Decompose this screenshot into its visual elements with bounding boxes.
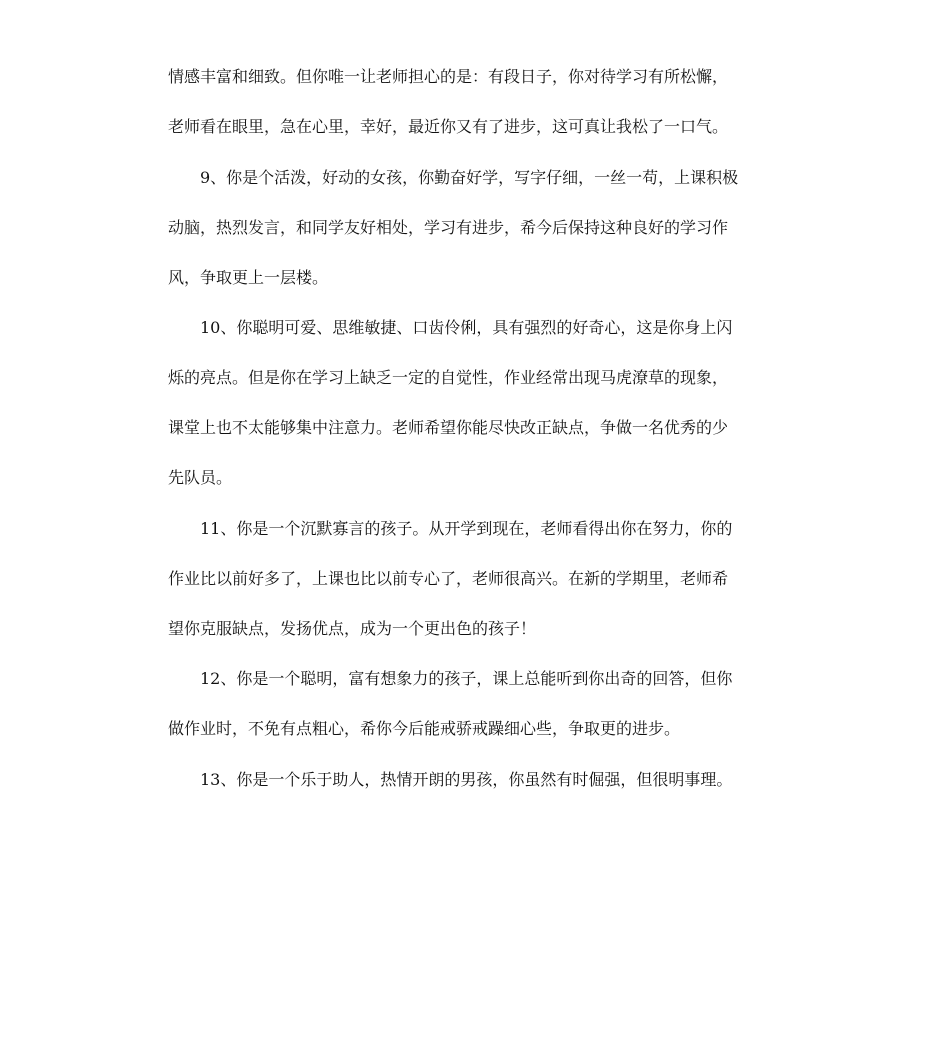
text-line: 望你克服缺点，发扬优点，成为一个更出色的孩子！ <box>168 619 537 638</box>
paragraph-9-line: 9、你是个活泼，好动的女孩，你勤奋好学，写字仔细，一丝一苟，上课积极 <box>200 168 739 187</box>
text-line: 情感丰富和细致。但你唯一让老师担心的是：有段日子，你对待学习有所松懈， <box>168 67 729 86</box>
text-line: 先队员。 <box>168 468 233 487</box>
paragraph-11-line: 11、你是一个沉默寡言的孩子。从开学到现在，老师看得出你在努力，你的 <box>200 519 733 538</box>
text-line: 烁的亮点。但是你在学习上缺乏一定的自觉性，作业经常出现马虎潦草的现象， <box>168 368 729 387</box>
paragraph-10-line: 10、你聪明可爱、思维敏捷、口齿伶俐，具有强烈的好奇心，这是你身上闪 <box>200 318 733 337</box>
text-line: 老师看在眼里，急在心里，幸好，最近你又有了进步，这可真让我松了一口气。 <box>168 117 729 136</box>
text-line: 风，争取更上一层楼。 <box>168 268 329 287</box>
text-line: 动脑，热烈发言，和同学友好相处，学习有进步，希今后保持这种良好的学习作 <box>168 218 729 237</box>
text-line: 课堂上也不太能够集中注意力。老师希望你能尽快改正缺点，争做一名优秀的少 <box>168 418 729 437</box>
paragraph-12-line: 12、你是一个聪明，富有想象力的孩子，课上总能听到你出奇的回答，但你 <box>200 669 733 688</box>
paragraph-13-line: 13、你是一个乐于助人，热情开朗的男孩，你虽然有时倔强，但很明事理。 <box>200 770 733 789</box>
text-line: 作业比以前好多了，上课也比以前专心了，老师很高兴。在新的学期里，老师希 <box>168 569 729 588</box>
text-line: 做作业时，不免有点粗心，希你今后能戒骄戒躁细心些，争取更的进步。 <box>168 719 681 738</box>
